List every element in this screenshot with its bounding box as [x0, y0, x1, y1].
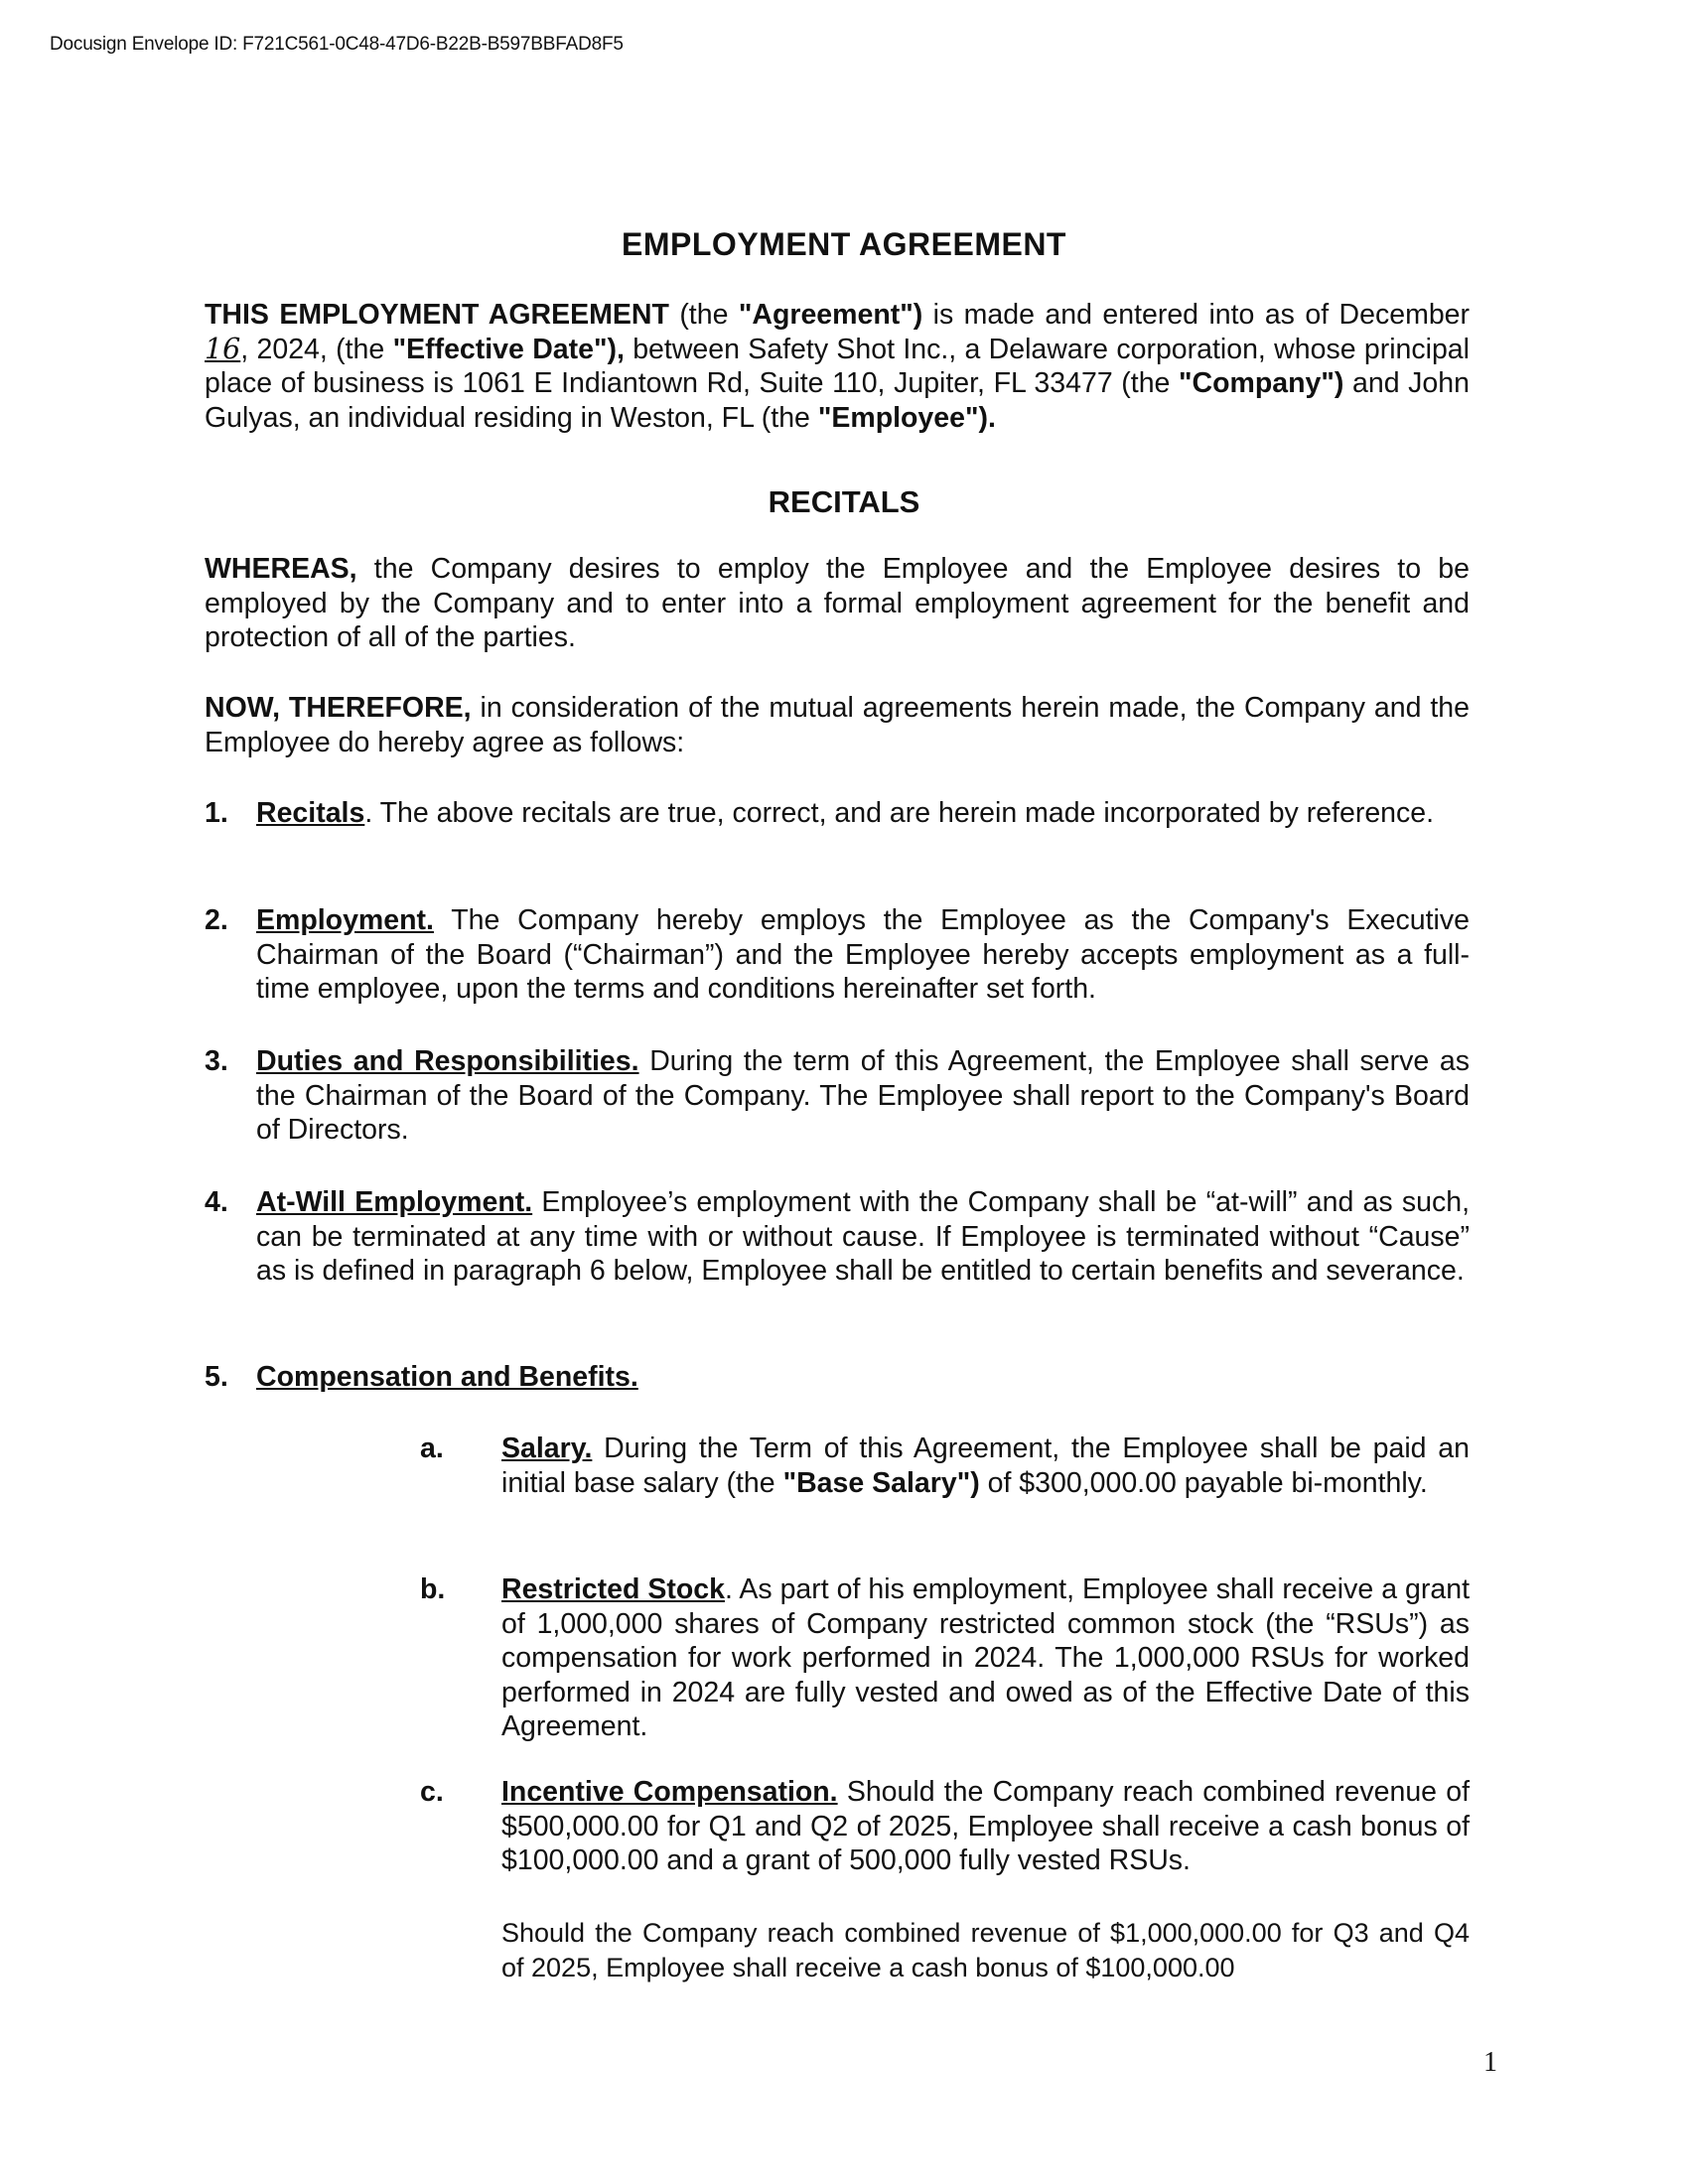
docusign-envelope-id: Docusign Envelope ID: F721C561-0C48-47D6-B22B-B597BBFAD8F5 — [50, 34, 624, 55]
page-number: 1 — [1483, 2047, 1497, 2078]
section-text: The Company hereby employs the Employee as the Company's Executive Chairman of the Board (“Chairman”) and the Employee hereby accepts employment as a full-time employee, upon the terms and conditions hereinafter set forth. — [256, 904, 1470, 1005]
subsection-c — [420, 1775, 1471, 1878]
now-therefore-text: in consideration of the mutual agreements herein made, the Company and the Employee do hereby agree as follows: — [205, 692, 1471, 758]
agreement-term: "Agreement") — [738, 299, 923, 331]
subsection-text-2: of $300,000.00 payable bi-monthly. — [979, 1466, 1428, 1499]
employee-term: "Employee"). — [817, 401, 996, 434]
section-heading: Employment. — [256, 904, 434, 936]
section-heading: Recitals — [256, 797, 365, 829]
section-4 — [205, 1185, 1470, 1289]
subsection-text: During the Term of this Agreement, the Employee shall be paid an initial base salary (the — [501, 1433, 1470, 1499]
intro-text-5: and John Gulyas, an individual residing in Weston, FL (the — [205, 367, 1470, 434]
section-1 — [205, 796, 1470, 831]
section-number: 3. — [205, 1045, 228, 1077]
whereas-paragraph — [205, 552, 1470, 655]
subsection-heading: Salary. — [501, 1433, 593, 1464]
intro-text-4: between Safety Shot Inc., a Delaware corporation, whose principal place of business is 1061 E Indiantown Rd, Suite 110, Jupiter, FL 33477 (the — [205, 333, 1470, 399]
subsection-b — [420, 1572, 1470, 1744]
intro-text-2: is made and entered into as of December — [922, 299, 1471, 331]
section-number: 5. — [205, 1361, 228, 1393]
company-term: "Company") — [1179, 367, 1344, 399]
whereas-lead: WHEREAS, — [205, 553, 357, 585]
section-text: Employee’s employment with the Company shall be “at-will” and as such, can be terminated at any time with or without cause. If Employee is terminated without “Cause” as is defined in paragraph 6 below, Employee shall be entitled to certain benefits and severance. — [256, 1186, 1470, 1287]
section-5 — [205, 1360, 1470, 1395]
intro-lead: THIS EMPLOYMENT AGREEMENT — [205, 299, 669, 331]
subsection-text: . As part of his employment, Employee shall receive a grant of 1,000,000 shares of Company restricted common stock (the “RSUs”) as compensation for work performed in 2024. The 1,000,000 RSUs for worked performed in 2024 are fully vested and owed as of the Effective Date of this Agreement. — [501, 1573, 1470, 1742]
intro-text-3: , 2024, (the — [240, 333, 393, 365]
effective-date-term: "Effective Date"), — [392, 333, 625, 365]
subsection-letter: b. — [420, 1573, 446, 1605]
subsection-text: Should the Company reach combined revenue of $500,000.00 for Q1 and Q2 of 2025, Employee shall receive a cash bonus of $100,000.00 and a grant of 500,000 fully vested RSUs. — [501, 1776, 1471, 1876]
subsection-letter: a. — [420, 1433, 444, 1464]
now-therefore-lead: NOW, THEREFORE, — [205, 692, 472, 724]
section-text: . The above recitals are true, correct, and are herein made incorporated by reference. — [364, 797, 1435, 829]
section-number: 2. — [205, 904, 228, 936]
subsection-letter: c. — [420, 1776, 444, 1808]
section-number: 4. — [205, 1186, 228, 1218]
section-text: During the term of this Agreement, the Employee shall serve as the Chairman of the Board of the Company. The Employee shall report to the Company's Board of Directors. — [256, 1045, 1471, 1146]
subsection-heading: Incentive Compensation. — [501, 1776, 838, 1808]
handwritten-day: 16 — [205, 332, 241, 365]
incentive-continuation: Should the Company reach combined revenue of $1,000,000.00 for Q3 and Q4 of 2025, Employee shall receive a cash bonus of $100,000.00 — [501, 1918, 1470, 1982]
document-title: EMPLOYMENT AGREEMENT — [622, 226, 1066, 262]
intro-paragraph — [205, 298, 1470, 435]
whereas-text: the Company desires to employ the Employee and the Employee desires to be employed by the Company and to enter into a formal employment agreement for the benefit and protection of all of the parties. — [205, 553, 1470, 653]
intro-text-1: (the — [668, 299, 739, 331]
section-heading: Duties and Responsibilities. — [256, 1045, 639, 1077]
recitals-heading: RECITALS — [768, 484, 920, 519]
now-therefore-paragraph — [205, 691, 1470, 759]
section-number: 1. — [205, 797, 228, 829]
section-2 — [205, 903, 1470, 1007]
subsection-heading: Restricted Stock — [501, 1573, 725, 1605]
subsection-a — [420, 1432, 1470, 1500]
base-salary-term: "Base Salary") — [782, 1466, 980, 1499]
section-heading: At-Will Employment. — [256, 1186, 533, 1218]
section-heading: Compensation and Benefits. — [256, 1361, 638, 1393]
section-3 — [205, 1044, 1471, 1148]
